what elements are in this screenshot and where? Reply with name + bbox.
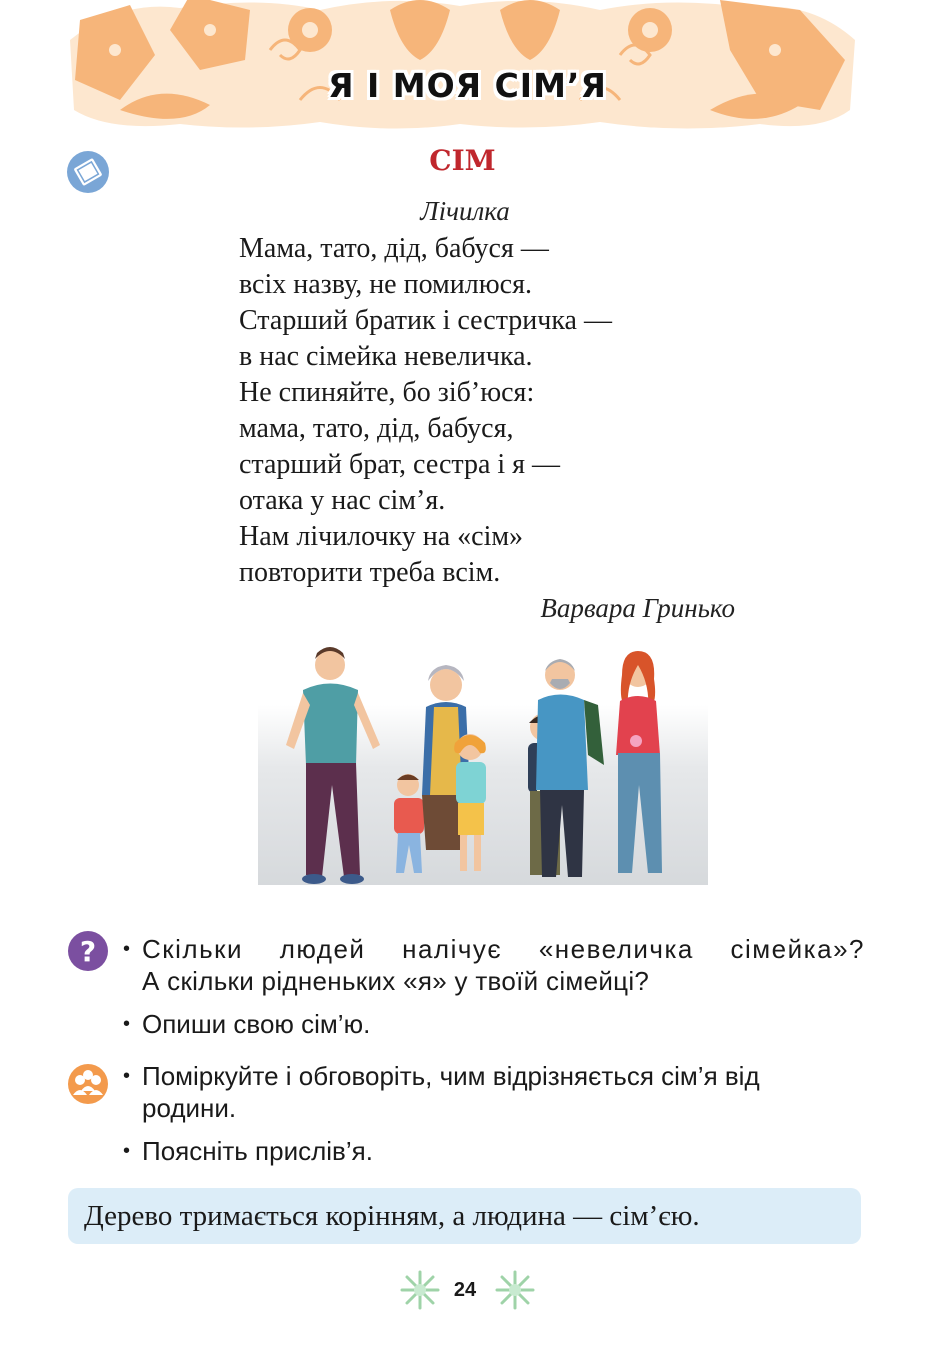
question-text: А скільки рідненьких «я» у твоїй сімейці? bbox=[142, 966, 650, 996]
poem-line: старший брат, сестра і я — bbox=[239, 449, 561, 480]
discussion-item bbox=[123, 1135, 865, 1167]
question-text: • Скільки людей налічує «невеличка сімейка»? bbox=[142, 934, 865, 964]
discussion-text: • Поясніть прислів’я. bbox=[142, 1136, 373, 1166]
poem-text bbox=[239, 231, 799, 591]
poem-line: Нам лічилочку на «сім» bbox=[239, 521, 524, 552]
poem-author: Варвара Гринько bbox=[540, 593, 735, 623]
questions-list bbox=[123, 933, 865, 1040]
poem-line: Мама, тато, дід, бабуся — bbox=[239, 233, 549, 264]
poem-subtitle: Лічилка bbox=[420, 196, 510, 226]
page-footer bbox=[0, 1270, 935, 1310]
snowflake-ornament-icon bbox=[400, 1270, 440, 1310]
poem-line: Не спиняйте, бо зіб’юся: bbox=[239, 377, 535, 408]
unit-title: Я І МОЯ СІМ’Я bbox=[328, 66, 607, 105]
poem-line: повторити треба всім. bbox=[239, 557, 501, 588]
family-illustration bbox=[258, 645, 708, 890]
discussion-list bbox=[123, 1060, 865, 1167]
svg-text:?: ? bbox=[79, 935, 97, 968]
poem-line: отака у нас сім’я. bbox=[239, 485, 446, 516]
page-number: 24 bbox=[453, 1279, 477, 1301]
poem-line: всіх назву, не помилюся. bbox=[239, 269, 532, 300]
snowflake-ornament-icon bbox=[495, 1270, 535, 1310]
discussion-text: • Поміркуйте і обговоріть, чим відрізняється сім’я від bbox=[142, 1061, 760, 1091]
proverb-box: Дерево тримається корінням, а людина — сім’єю. bbox=[68, 1188, 861, 1244]
discussion-text: родини. bbox=[142, 1093, 237, 1123]
question-item bbox=[123, 933, 865, 997]
group-discussion-icon bbox=[67, 1063, 109, 1105]
poem-line: мама, тато, дід, бабуся, bbox=[239, 413, 514, 444]
poem-line: Старший братик і сестричка — bbox=[239, 305, 612, 336]
discussion-item bbox=[123, 1060, 865, 1124]
question-item bbox=[123, 1008, 865, 1040]
poem-line: в нас сімейка невеличка. bbox=[239, 341, 533, 372]
question-text: • Опиши свою сім’ю. bbox=[142, 1009, 371, 1039]
poem-title: СІМ bbox=[429, 144, 496, 177]
question-mark-icon bbox=[67, 930, 109, 972]
